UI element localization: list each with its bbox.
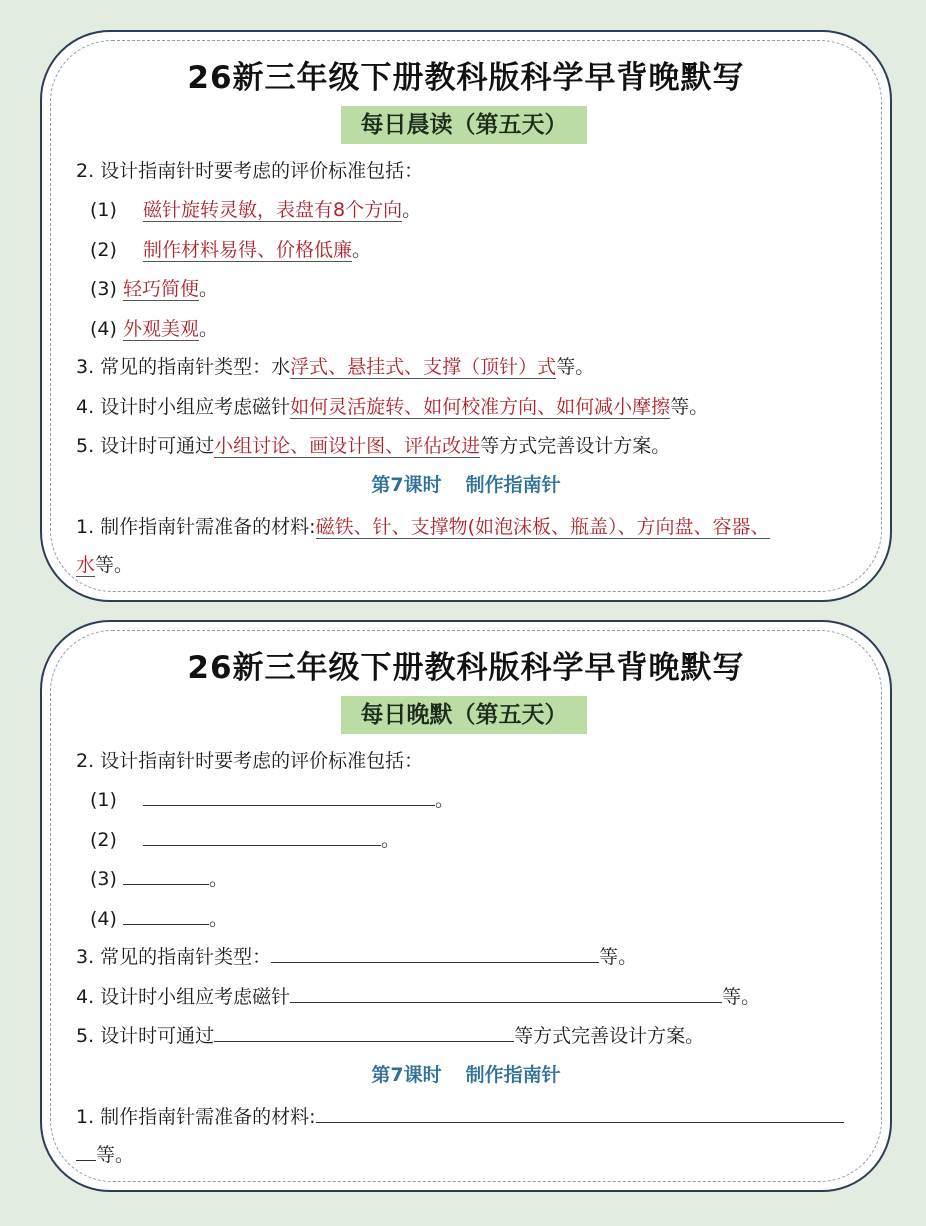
worksheet-title: 26新三年级下册教科版科学早背晚默写 xyxy=(187,60,745,96)
item-end: 。 xyxy=(435,789,455,811)
answer-blank[interactable] xyxy=(123,866,209,885)
criterion-1 xyxy=(90,195,421,222)
question-text: 2. 设计指南针时要考虑的评价标准包括： xyxy=(76,160,424,182)
answer-text: 水 xyxy=(76,554,96,576)
question-end: 等。 xyxy=(556,356,595,378)
criterion-1 xyxy=(90,785,454,812)
question-3 xyxy=(76,942,637,969)
lesson-title: 制作指南针 xyxy=(465,474,561,496)
answer-blank[interactable] xyxy=(76,1142,96,1161)
evening-dictation-card xyxy=(40,620,892,1192)
answer-blank[interactable] xyxy=(290,984,722,1003)
answer-text: 浮式、悬挂式、支撑（顶针）式 xyxy=(290,356,557,378)
answer-blank[interactable] xyxy=(143,787,435,806)
answer-text: 制作材料易得、价格低廉 xyxy=(143,239,353,261)
answer-blank[interactable] xyxy=(123,906,209,925)
answer-text: 外观美观 xyxy=(122,318,199,340)
lesson-heading xyxy=(42,1060,890,1087)
question-3 xyxy=(76,352,594,379)
criterion-3 xyxy=(90,864,228,891)
question-text: 3. 常见的指南针类型： xyxy=(76,946,272,968)
item-number: (3) xyxy=(90,868,117,890)
question-end: 等方式完善设计方案。 xyxy=(480,435,671,457)
question-4 xyxy=(76,392,708,419)
lesson-number: 第7课时 xyxy=(371,1064,442,1086)
criterion-2 xyxy=(90,235,371,262)
answer-text: 磁针旋转灵敏，表盘有8个方向 xyxy=(143,199,403,221)
item-number: (4) xyxy=(90,318,117,340)
answer-blank[interactable] xyxy=(143,827,381,846)
question-4 xyxy=(76,982,760,1009)
answer-text: 小组讨论、画设计图、评估改进 xyxy=(214,435,481,457)
question-end: 等。 xyxy=(95,554,134,576)
item-number: (1) xyxy=(90,789,117,811)
question-end: 等。 xyxy=(722,986,761,1008)
question-end: 等方式完善设计方案。 xyxy=(514,1025,705,1047)
item-end: 。 xyxy=(198,318,218,340)
criterion-4 xyxy=(90,904,228,931)
question-end: 等。 xyxy=(599,946,638,968)
question-5 xyxy=(76,431,670,458)
question-text: 5. 设计时可通过 xyxy=(76,435,215,457)
lesson-heading xyxy=(42,470,890,497)
item-number: (2) xyxy=(90,829,117,851)
question-text: 4. 设计时小组应考虑磁针 xyxy=(76,396,291,418)
lesson-number: 第7课时 xyxy=(371,474,442,496)
criterion-3 xyxy=(90,274,218,301)
item-end: 。 xyxy=(198,278,218,300)
question-end: 等。 xyxy=(670,396,709,418)
item-end: 。 xyxy=(208,868,228,890)
item-number: (3) xyxy=(90,278,117,300)
criterion-2 xyxy=(90,825,400,852)
question-text: 5. 设计时可通过 xyxy=(76,1025,215,1047)
materials-question xyxy=(76,512,770,539)
materials-question-cont xyxy=(76,550,133,577)
materials-question xyxy=(76,1102,844,1129)
question-text: 1. 制作指南针需准备的材料: xyxy=(76,1106,316,1128)
question-text: 3. 常见的指南针类型：水 xyxy=(76,356,291,378)
item-end: 。 xyxy=(352,239,372,261)
question-text: 2. 设计指南针时要考虑的评价标准包括： xyxy=(76,750,424,772)
evening-badge: 每日晚默（第五天） xyxy=(341,696,587,734)
question-text: 1. 制作指南针需准备的材料: xyxy=(76,516,316,538)
question-5 xyxy=(76,1021,704,1048)
answer-blank[interactable] xyxy=(214,1023,514,1042)
answer-blank[interactable] xyxy=(316,1104,844,1123)
answer-blank[interactable] xyxy=(271,944,599,963)
question-text: 4. 设计时小组应考虑磁针 xyxy=(76,986,291,1008)
item-end: 。 xyxy=(381,829,401,851)
question-2 xyxy=(76,746,423,773)
item-end: 。 xyxy=(208,908,228,930)
answer-text: 磁铁、针、支撑物(如泡沫板、瓶盖）、方向盘、容器、 xyxy=(315,516,770,538)
criterion-4 xyxy=(90,314,218,341)
answer-text: 轻巧简便 xyxy=(122,278,199,300)
lesson-title: 制作指南针 xyxy=(465,1064,561,1086)
materials-question-cont xyxy=(76,1140,134,1167)
item-end: 。 xyxy=(402,199,422,221)
item-number: (4) xyxy=(90,908,117,930)
morning-badge: 每日晨读（第五天） xyxy=(341,106,587,144)
answer-text: 如何灵活旋转、如何校准方向、如何减小摩擦 xyxy=(290,396,671,418)
item-number: (2) xyxy=(90,239,117,261)
morning-reading-card xyxy=(40,30,892,602)
question-2 xyxy=(76,156,423,183)
worksheet-title: 26新三年级下册教科版科学早背晚默写 xyxy=(187,650,745,686)
question-end: 等。 xyxy=(96,1144,135,1166)
item-number: (1) xyxy=(90,199,117,221)
